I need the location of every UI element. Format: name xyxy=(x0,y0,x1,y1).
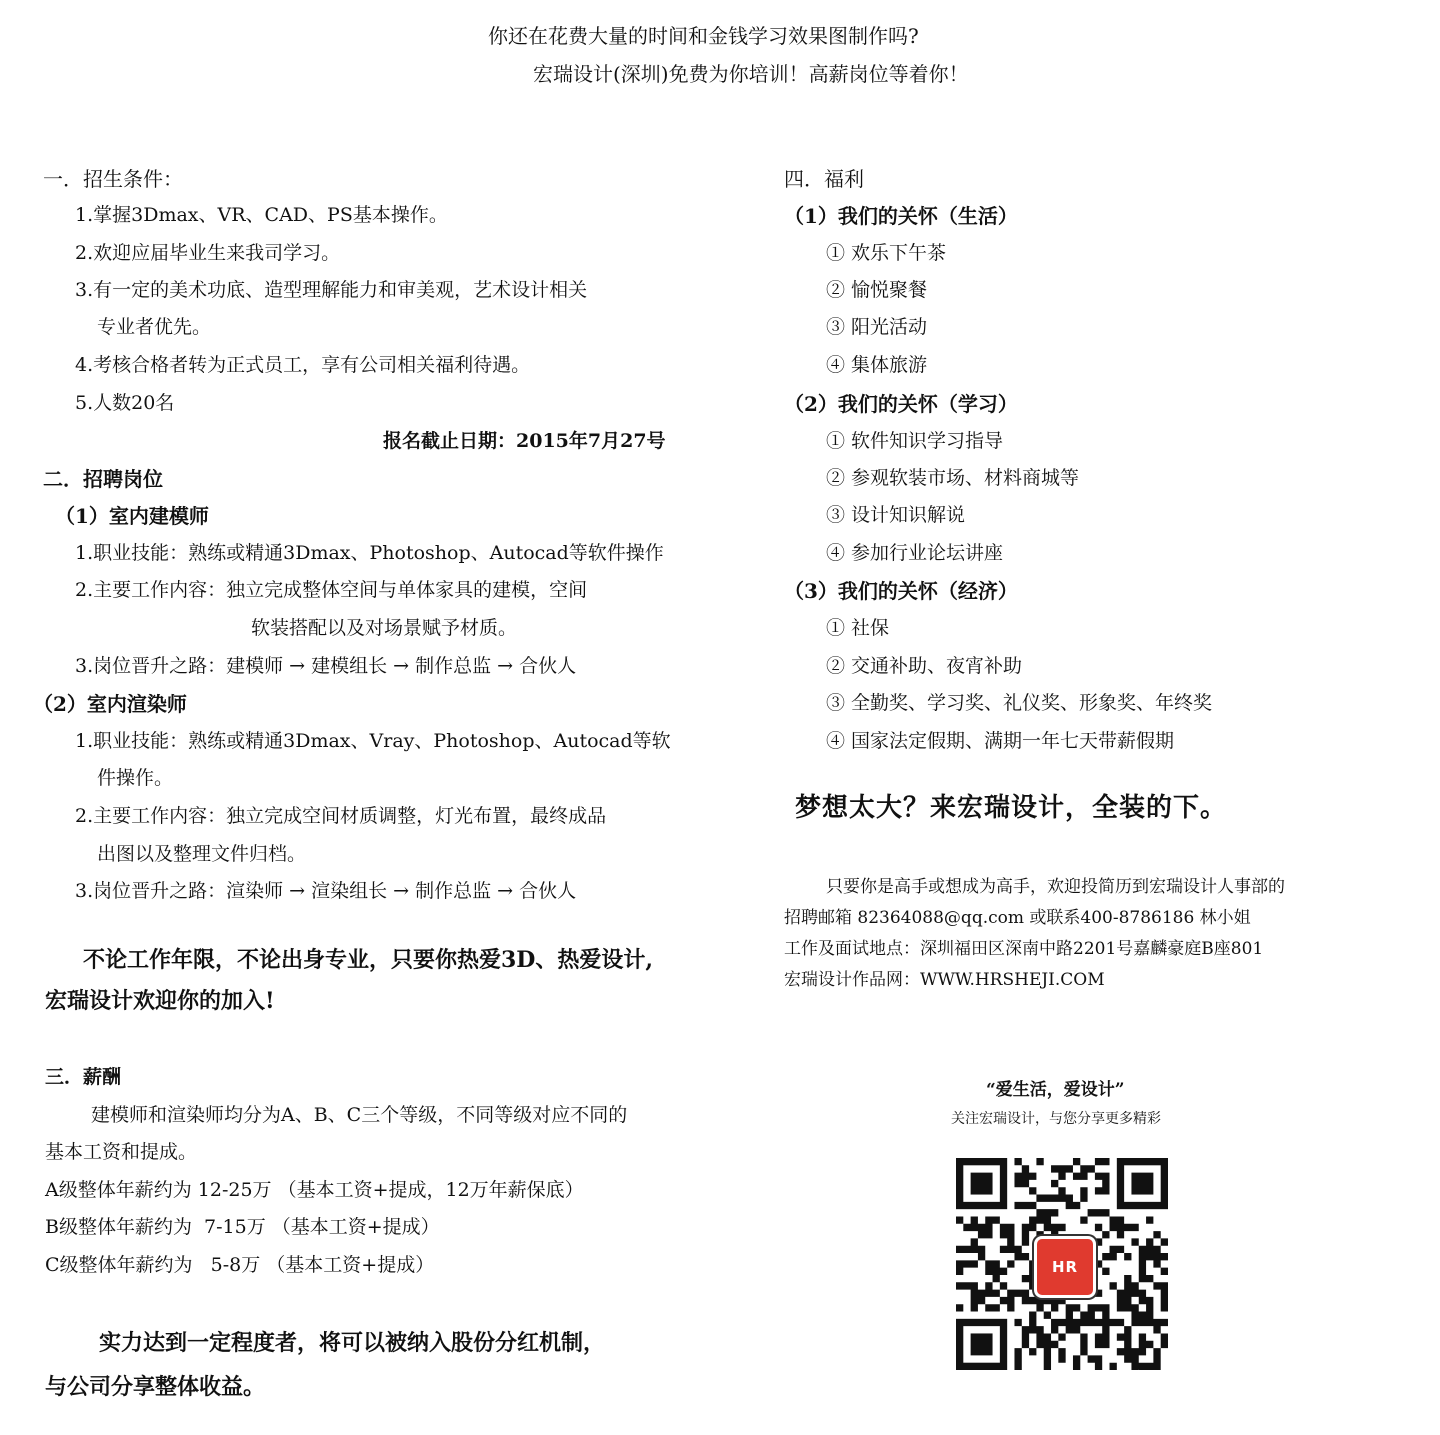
dream-slogan: 梦想太大？来宏瑞设计，全装的下。 xyxy=(795,793,1228,823)
requirement-item-cont: 专业者优先。 xyxy=(97,316,212,338)
job-2-item: 2.主要工作内容：独立完成空间材质调整，灯光布置，最终成品 xyxy=(75,805,607,827)
salary-level-c: C级整体年薪约为 5-8万 （基本工资+提成） xyxy=(45,1254,435,1276)
care-1-item: ④ 集体旅游 xyxy=(826,354,928,376)
care-3-item: ④ 国家法定假期、满期一年七天带薪假期 xyxy=(826,730,1175,752)
job-2-item-cont: 件操作。 xyxy=(97,767,174,789)
contact-line: 只要你是高手或想成为高手，欢迎投简历到宏瑞设计人事部的 xyxy=(826,877,1285,897)
requirement-item: 3.有一定的美术功底、造型理解能力和审美观，艺术设计相关 xyxy=(75,279,588,301)
slogan-2-line-1: 实力达到一定程度者，将可以被纳入股份分红机制， xyxy=(99,1330,606,1356)
care-1-title: （1）我们的关怀（生活） xyxy=(784,204,1018,228)
job-2-item-cont: 出图以及整理文件归档。 xyxy=(97,843,307,865)
care-1-item: ① 欢乐下午茶 xyxy=(826,242,947,264)
job-1-item-cont: 软装搭配以及对场景赋予材质。 xyxy=(251,617,518,639)
requirement-item: 4.考核合格者转为正式员工，享有公司相关福利待遇。 xyxy=(75,354,531,376)
care-2-item: ④ 参加行业论坛讲座 xyxy=(826,542,1004,564)
section-2-title: 二．招聘岗位 xyxy=(43,467,163,491)
section-3-title: 三．薪酬 xyxy=(45,1066,122,1088)
requirement-item: 1.掌握3Dmax、VR、CAD、PS基本操作。 xyxy=(75,204,448,226)
slogan-1-line-2: 宏瑞设计欢迎你的加入! xyxy=(45,988,275,1014)
header-line-1: 你还在花费大量的时间和金钱学习效果图制作吗? xyxy=(488,24,919,48)
job-1-item: 1.职业技能：熟练或精通3Dmax、Photoshop、Autocad等软件操作 xyxy=(75,542,664,564)
qr-code[interactable] xyxy=(956,1158,1168,1370)
contact-email-phone: 招聘邮箱 82364088@qq.com 或联系400-8786186 林小姐 xyxy=(784,908,1251,928)
care-3-title: （3）我们的关怀（经济） xyxy=(784,579,1018,603)
care-2-item: ① 软件知识学习指导 xyxy=(826,430,1004,452)
slogan-2-line-2: 与公司分享整体收益。 xyxy=(45,1374,266,1400)
qr-caption-1: “爱生活，爱设计” xyxy=(986,1080,1125,1100)
care-2-item: ③ 设计知识解说 xyxy=(826,504,966,526)
care-3-item: ③ 全勤奖、学习奖、礼仪奖、形象奖、年终奖 xyxy=(826,692,1213,714)
care-3-item: ② 交通补助、夜宵补助 xyxy=(826,655,1023,677)
slogan-1-line-1: 不论工作年限，不论出身专业，只要你热爱3D、热爱设计, xyxy=(83,947,654,973)
care-2-item: ② 参观软装市场、材料商城等 xyxy=(826,467,1080,489)
section-4-title: 四．福利 xyxy=(784,167,864,191)
salary-paragraph: 建模师和渲染师均分为A、B、C三个等级，不同等级对应不同的 xyxy=(91,1104,628,1126)
care-3-item: ① 社保 xyxy=(826,617,890,639)
section-1-title: 一．招生条件： xyxy=(43,167,183,191)
salary-level-b: B级整体年薪约为 7-15万 （基本工资+提成） xyxy=(45,1216,440,1238)
care-1-item: ③ 阳光活动 xyxy=(826,316,928,338)
contact-address: 工作及面试地点：深圳福田区深南中路2201号嘉麟豪庭B座801 xyxy=(784,939,1264,959)
job-1-item: 2.主要工作内容：独立完成整体空间与单体家具的建模，空间 xyxy=(75,579,588,601)
job-2-title: （2）室内渲染师 xyxy=(33,692,187,716)
care-1-item: ② 愉悦聚餐 xyxy=(826,279,928,301)
job-1-title: （1）室内建模师 xyxy=(55,504,209,528)
salary-paragraph-cont: 基本工资和提成。 xyxy=(45,1141,198,1163)
job-2-item: 3.岗位晋升之路：渲染师 → 渲染组长 → 制作总监 → 合伙人 xyxy=(75,880,577,902)
care-2-title: （2）我们的关怀（学习） xyxy=(784,392,1018,416)
job-2-item: 1.职业技能：熟练或精通3Dmax、Vray、Photoshop、Autocad等软 xyxy=(75,730,671,752)
salary-level-a: A级整体年薪约为 12-25万 （基本工资+提成，12万年薪保底） xyxy=(45,1179,584,1201)
deadline: 报名截止日期：2015年7月27号 xyxy=(383,430,666,452)
header-line-2: 宏瑞设计(深圳)免费为你培训！高薪岗位等着你！ xyxy=(533,62,969,86)
qr-caption-2: 关注宏瑞设计，与您分享更多精彩 xyxy=(951,1111,1161,1127)
requirement-item: 5.人数20名 xyxy=(75,392,175,414)
hr-logo-icon: HR xyxy=(1034,1236,1096,1298)
job-1-item: 3.岗位晋升之路：建模师 → 建模组长 → 制作总监 → 合伙人 xyxy=(75,655,577,677)
contact-website: 宏瑞设计作品网：WWW.HRSHEJI.COM xyxy=(784,970,1105,990)
requirement-item: 2.欢迎应届毕业生来我司学习。 xyxy=(75,242,341,264)
